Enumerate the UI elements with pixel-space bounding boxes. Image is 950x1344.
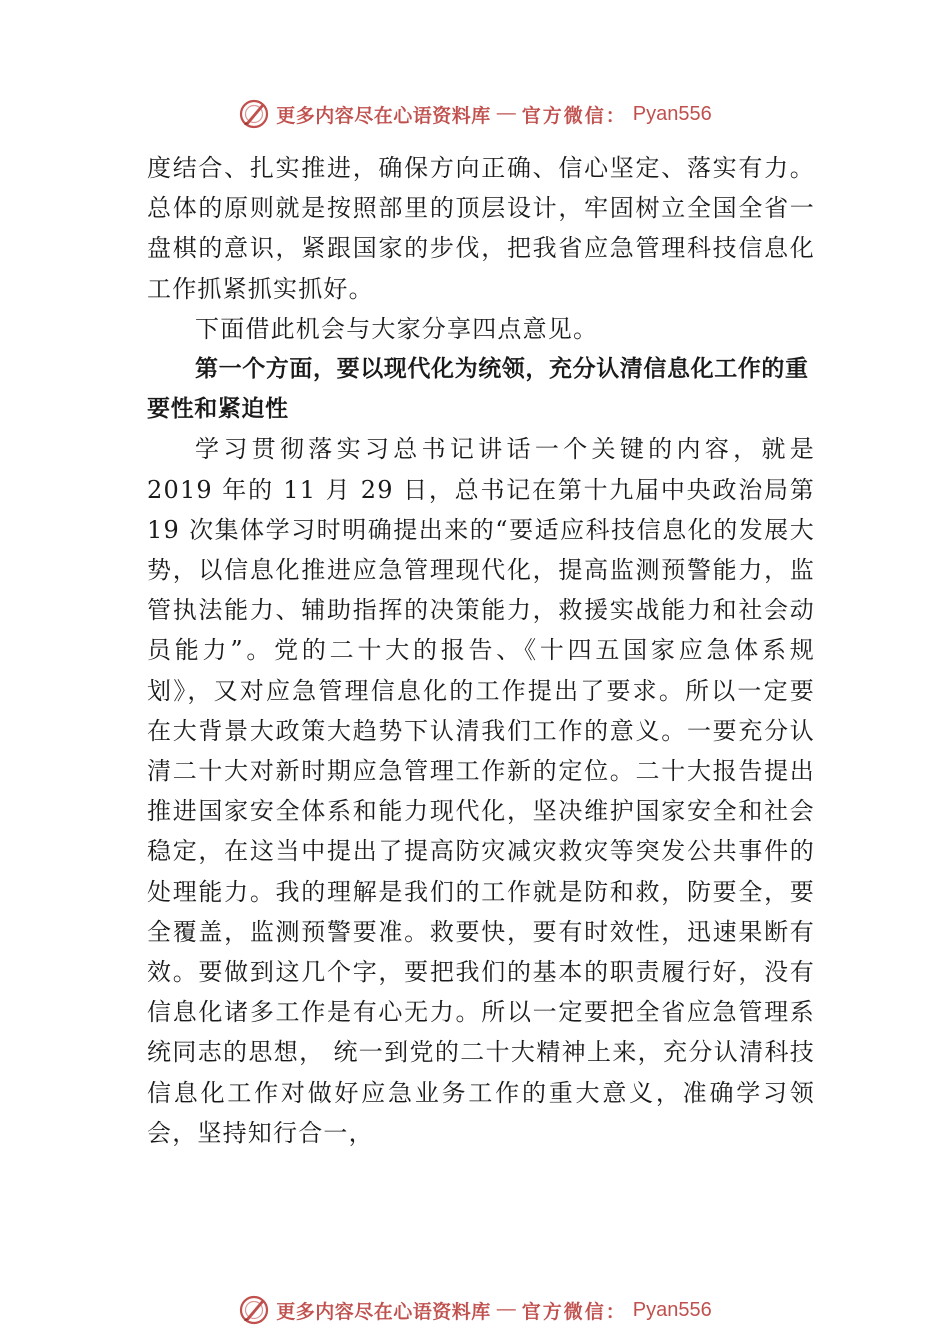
document-body [147,148,815,1153]
footer-wechat-handle: Pyan556 [632,1298,712,1321]
footer-dash: — [496,1299,516,1320]
footer-brand-text: 更多内容尽在心语资料库 [276,1300,491,1323]
header-wechat-handle: Pyan556 [632,102,712,125]
paragraph-continuation: 度结合、扎实推进，确保方向正确、信心坚定、落实有力。 总体的原则就是按照部里的顶层设计，牢固树立全国全省一盘棋的意识，紧跟国家的步伐，把我省应急管理科技信息化工作抓紧抓实抓好。 [147,154,815,303]
header-dash: — [496,103,516,124]
section-heading-1: 第一个方面，要以现代化为统领，充分认清信息化工作的重要性和紧迫性 [147,356,809,423]
header-official-label: 官方微信： [521,104,627,127]
quill-pen-logo-icon [238,1294,270,1326]
paragraph-section-1: 学习贯彻落实习总书记讲话一个关键的内容，就是 2019 年的 11 月 29 日，总书记在第十九届中央政治局第 19 次集体学习时明确提出来的“要适应科技信息化的发展大势，以信息化推进应急管理现代化，提高监测预警能力，监管执法能力、辅助指挥的决策能力，救援实战能力和社会动员能力”。党的二十大的报告、《十四五国家应急体系规划》，又对应急管理信息化的工作提出了要求。所以一定要在大背景大政策大趋势下认清我们工作的意义。一要充分认清二十大对新时期应急管理工作新的定位。二十大报告提出推进国家安全体系和能力现代化，坚决维护国家安全和社会稳定，在这当中提出了提高防灾减灾救灾等突发公共事件的处理能力。我的理解是我们的工作就是防和救，防要全，要全覆盖，监测预警要准。救要快，要有时效性，迅速果断有效。要做到这几个字，要把我们的基本的职责履行好，没有信息化诸多工作是有心无力。所以一定要把全省应急管理系统同志的思想， 统一到党的二十大精神上来，充分认清科技信息化工作对做好应急业务工作的重大意义，准确学习领会，坚持知行合一， [147,435,815,1147]
header-banner [0,94,950,134]
paragraph-intro: 下面借此机会与大家分享四点意见。 [195,314,599,343]
footer-official-label: 官方微信： [521,1300,627,1323]
footer-banner [0,1290,950,1330]
header-brand-text: 更多内容尽在心语资料库 [276,104,491,127]
quill-pen-logo-icon [238,98,270,130]
